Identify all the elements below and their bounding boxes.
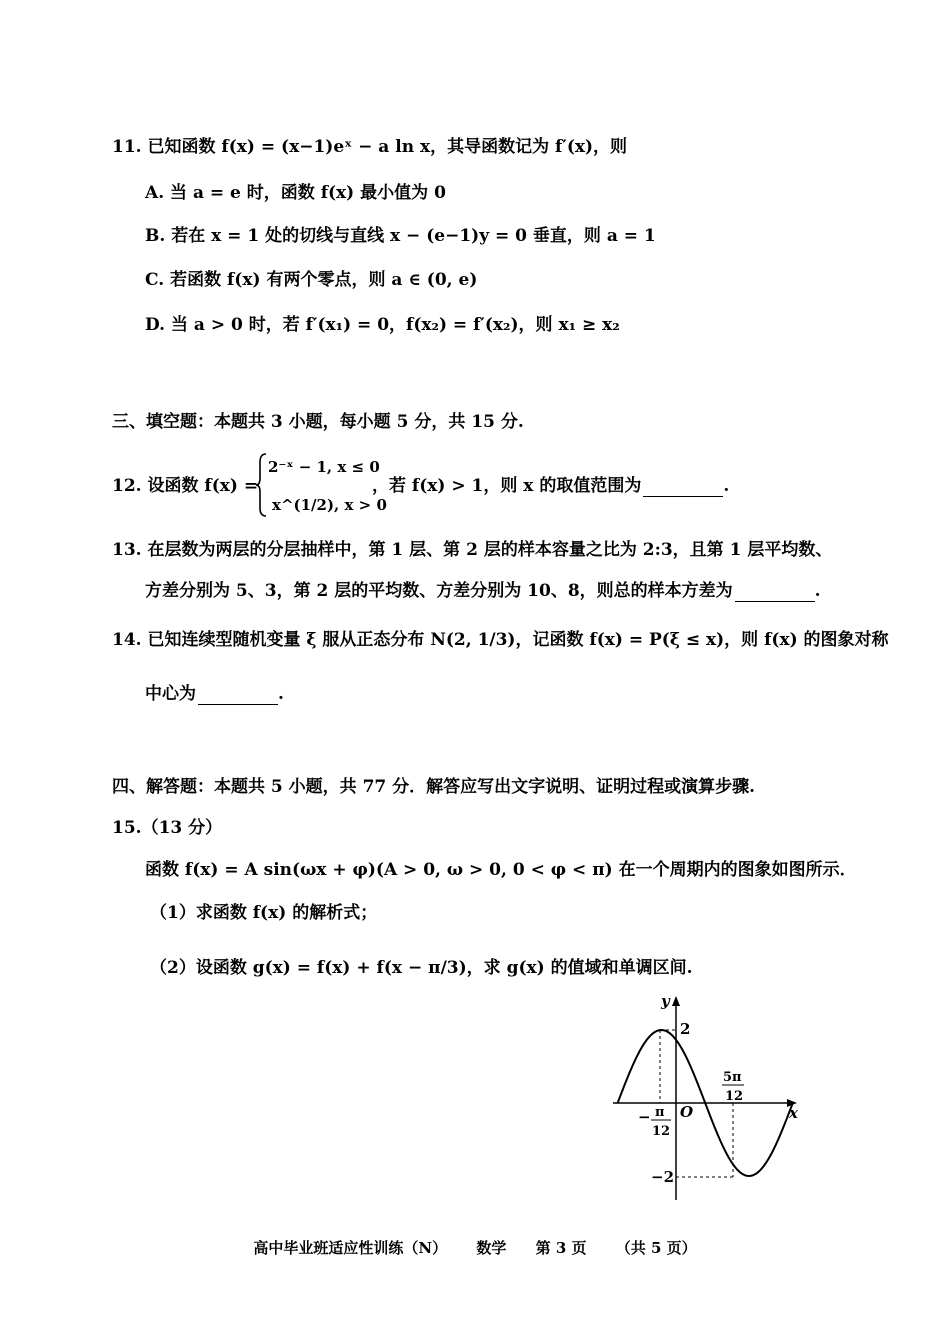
q13-line2 bbox=[145, 580, 821, 602]
q15-part2: （2）设函数 g(x) = f(x) + f(x − π/3)，求 g(x) 的值域和单调区间. bbox=[150, 958, 693, 978]
q11-option-a: A. 当 a = e 时，函数 f(x) 最小值为 0 bbox=[145, 183, 446, 203]
q11-option-c: C. 若函数 f(x) 有两个零点，则 a ∈ (0, e) bbox=[145, 270, 478, 290]
q11-stem: 11. 已知函数 f(x) = (x−1)eˣ − a ln x，其导函数记为 f′(x)，则 bbox=[112, 137, 628, 157]
q13-answer-blank[interactable] bbox=[735, 583, 815, 602]
origin-label: O bbox=[680, 1103, 694, 1121]
q12-case2: x^(1/2), x > 0 bbox=[272, 496, 387, 514]
q14-answer-blank[interactable] bbox=[198, 686, 278, 705]
x-axis-label: x bbox=[789, 1104, 798, 1122]
q12-prefix: 12. 设函数 f(x) = bbox=[112, 476, 259, 496]
q13-line2-text: 方差分别为 5、3，第 2 层的平均数、方差分别为 10、8，则总的样本方差为 bbox=[145, 581, 733, 601]
q15-stem: 函数 f(x) = A sin(ωx + φ)(A > 0, ω > 0, 0 < φ < π) 在一个周期内的图象如图所示． bbox=[145, 860, 857, 880]
q14-end: . bbox=[278, 684, 284, 704]
x-left-numerator: π bbox=[655, 1105, 665, 1120]
q12-suffix-text: ，若 f(x) > 1，则 x 的取值范围为 bbox=[372, 476, 642, 496]
x-right-numerator: 5π bbox=[723, 1070, 742, 1085]
q12-end: . bbox=[723, 476, 730, 496]
footer-page: 第 3 页 bbox=[535, 1239, 587, 1257]
q11-option-b: B. 若在 x = 1 处的切线与直线 x − (e−1)y = 0 垂直，则 a = 1 bbox=[145, 226, 656, 246]
page-footer bbox=[0, 1237, 950, 1258]
y-min-label: −2 bbox=[651, 1168, 675, 1186]
y-axis-arrow bbox=[672, 996, 680, 1006]
y-max-label: 2 bbox=[680, 1020, 691, 1038]
x-left-sign: − bbox=[638, 1108, 651, 1126]
q13-line1: 13. 在层数为两层的分层抽样中，第 1 层、第 2 层的样本容量之比为 2:3，且第 1 层平均数、 bbox=[112, 540, 833, 560]
section4-title: 四、解答题：本题共 5 小题，共 77 分．解答应写出文字说明、证明过程或演算步骤. bbox=[112, 777, 756, 797]
section3-title: 三、填空题：本题共 3 小题，每小题 5 分，共 15 分. bbox=[112, 412, 524, 432]
q15-header: 15.（13 分） bbox=[112, 818, 223, 838]
q14-line1: 14. 已知连续型随机变量 ξ 服从正态分布 N(2, 1/3)，记函数 f(x) = P(ξ ≤ x)，则 f(x) 的图象对称 bbox=[112, 630, 889, 650]
footer-total: （共 5 页） bbox=[615, 1239, 697, 1257]
q12-case1: 2⁻ˣ − 1, x ≤ 0 bbox=[268, 458, 380, 476]
footer-title: 高中毕业班适应性训练（N） bbox=[253, 1239, 448, 1257]
x-right-denominator: 12 bbox=[725, 1089, 744, 1104]
q11-option-d: D. 当 a > 0 时，若 f′(x₁) = 0，f(x₂) = f′(x₂)，则 x₁ ≥ x₂ bbox=[145, 315, 620, 335]
sine-graph bbox=[605, 990, 805, 1210]
q12-suffix bbox=[372, 475, 729, 497]
q14-line2 bbox=[145, 683, 284, 705]
x-left-denominator: 12 bbox=[652, 1124, 671, 1139]
q12-answer-blank[interactable] bbox=[643, 478, 723, 497]
q13-end: . bbox=[814, 581, 821, 601]
q15-part1: （1）求函数 f(x) 的解析式； bbox=[150, 903, 378, 923]
q14-line2-text: 中心为 bbox=[145, 684, 196, 704]
footer-subject: 数学 bbox=[476, 1239, 507, 1257]
q12-brace bbox=[255, 452, 267, 518]
y-axis-label: y bbox=[661, 992, 670, 1010]
